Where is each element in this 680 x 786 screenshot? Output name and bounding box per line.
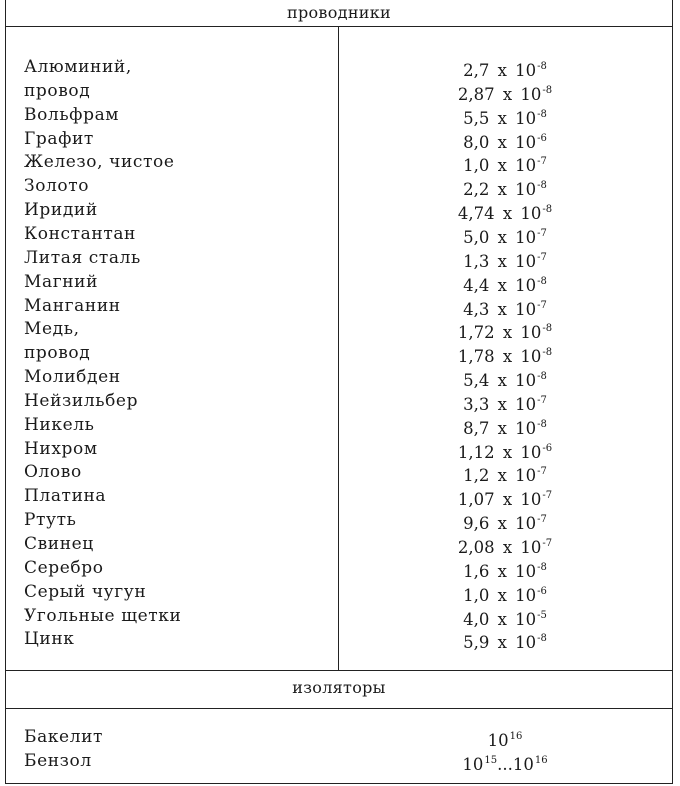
base: 10	[515, 227, 537, 247]
mantissa: 9,6	[463, 514, 490, 534]
table-row	[6, 270, 672, 294]
table-row	[6, 389, 672, 413]
base: 10	[515, 156, 537, 176]
table-row	[6, 556, 672, 580]
material-name: Серый чугун	[24, 581, 147, 602]
mantissa: 2,87	[457, 84, 495, 104]
mantissa: 4,3	[463, 299, 490, 319]
mantissa: 1,72	[457, 323, 495, 343]
material-name: провод	[24, 80, 91, 101]
material-name: Ртуть	[24, 510, 77, 531]
exponent: 15	[484, 755, 498, 766]
base: 10	[515, 251, 537, 271]
material-name: Бензол	[24, 751, 92, 771]
times-sign: x	[492, 609, 513, 629]
table-row	[6, 174, 672, 198]
table-row	[6, 484, 672, 508]
conductors-header: проводники	[286, 3, 392, 22]
times-sign: x	[492, 585, 513, 605]
material-name: Цинк	[24, 629, 75, 650]
material-name: Алюминий,	[24, 57, 132, 77]
table-row	[6, 725, 672, 749]
times-sign: x	[492, 394, 513, 414]
table-row	[6, 150, 672, 174]
mantissa: 2,2	[463, 180, 490, 200]
exponent: -6	[542, 442, 553, 454]
exponent: -7	[537, 156, 547, 168]
material-name: Графит	[24, 128, 94, 149]
mantissa: 8,0	[463, 132, 490, 152]
table-row	[6, 246, 672, 270]
material-name: Никель	[24, 414, 95, 435]
table-row	[6, 365, 672, 389]
exponent: 16	[534, 755, 548, 766]
exponent: -7	[542, 490, 553, 502]
exponent: -7	[537, 514, 547, 526]
base: 10	[462, 755, 484, 774]
times-sign: x	[492, 299, 513, 319]
mantissa: 4,4	[463, 275, 490, 295]
base: 10	[515, 514, 537, 534]
base: 10	[515, 371, 537, 391]
base: 10	[520, 84, 542, 104]
mantissa: 1,3	[463, 251, 490, 271]
material-name: Серебро	[24, 557, 104, 578]
times-sign: x	[492, 514, 513, 534]
times-sign: x	[497, 347, 518, 367]
range-separator: ...	[497, 755, 513, 774]
mantissa: 1,2	[463, 466, 490, 486]
mantissa: 4,74	[457, 204, 495, 224]
base: 10	[512, 755, 534, 774]
table-row	[6, 55, 672, 79]
base: 10	[515, 275, 537, 295]
table-row	[6, 749, 672, 773]
resistivity-value	[338, 627, 672, 655]
material-name: Олово	[24, 462, 82, 483]
base: 10	[520, 347, 542, 367]
exponent: -8	[537, 418, 547, 430]
mantissa: 8,7	[463, 418, 490, 438]
exponent: -7	[537, 394, 547, 406]
table-row	[6, 103, 672, 127]
mantissa: 5,0	[463, 227, 490, 247]
material-name: Железо, чистое	[24, 152, 175, 173]
exponent: -8	[537, 561, 547, 573]
material-name: Вольфрам	[24, 104, 120, 125]
base: 10	[520, 323, 542, 343]
mantissa: 2,7	[463, 61, 490, 80]
times-sign: x	[492, 251, 513, 271]
material-name: Угольные щетки	[24, 605, 182, 626]
material-name: Нейзильбер	[24, 390, 139, 411]
exponent: -5	[537, 609, 547, 621]
exponent: -8	[537, 275, 547, 287]
mantissa: 3,3	[463, 394, 490, 414]
material-name: Константан	[24, 223, 136, 244]
insulators-header: изоляторы	[292, 678, 386, 697]
mantissa: 1,0	[463, 156, 490, 176]
base: 10	[520, 490, 542, 510]
material-name: Молибден	[24, 367, 121, 388]
exponent: -7	[537, 251, 547, 263]
base: 10	[515, 61, 537, 80]
table-row	[6, 127, 672, 151]
mantissa: 4,0	[463, 609, 490, 629]
material-name: Медь,	[24, 319, 80, 340]
times-sign: x	[492, 61, 513, 80]
times-sign: x	[492, 227, 513, 247]
exponent: -8	[537, 633, 547, 645]
exponent: -8	[537, 371, 547, 383]
times-sign: x	[497, 84, 518, 104]
table-row	[6, 532, 672, 556]
base: 10	[515, 466, 537, 486]
material-name: Манганин	[24, 295, 121, 316]
base: 10	[515, 418, 537, 438]
times-sign: x	[492, 561, 513, 581]
table-row	[6, 198, 672, 222]
material-name: провод	[24, 343, 91, 364]
exponent: -7	[537, 299, 547, 311]
table-row	[6, 317, 672, 341]
table-row	[6, 222, 672, 246]
section-divider-top	[6, 670, 672, 671]
resistivity-table	[5, 0, 673, 784]
mantissa: 1,07	[457, 490, 495, 510]
times-sign: x	[492, 275, 513, 295]
base: 10	[515, 394, 537, 414]
base: 10	[515, 180, 537, 200]
exponent: -8	[542, 84, 553, 96]
table-row	[6, 413, 672, 437]
table-row	[6, 508, 672, 532]
exponent: -6	[537, 132, 547, 144]
times-sign: x	[492, 180, 513, 200]
resistivity-value	[338, 749, 672, 777]
mantissa: 2,08	[457, 538, 495, 557]
mantissa: 1,12	[457, 442, 495, 462]
base: 10	[515, 609, 537, 629]
base: 10	[515, 108, 537, 128]
times-sign: x	[492, 132, 513, 152]
times-sign: x	[497, 323, 518, 343]
exponent: -8	[542, 204, 553, 216]
material-name: Платина	[24, 486, 107, 507]
mantissa: 1,78	[457, 347, 495, 367]
times-sign: x	[492, 156, 513, 176]
table-row	[6, 627, 672, 651]
table-row	[6, 294, 672, 318]
table-row	[6, 604, 672, 628]
material-name: Иридий	[24, 200, 98, 221]
times-sign: x	[497, 442, 518, 462]
times-sign: x	[492, 466, 513, 486]
exponent: -8	[542, 323, 553, 335]
times-sign: x	[497, 538, 518, 557]
times-sign: x	[492, 633, 513, 653]
exponent: 16	[509, 731, 523, 742]
material-name: Литая сталь	[24, 247, 141, 268]
base: 10	[520, 442, 542, 462]
exponent: -7	[537, 466, 547, 478]
base: 10	[520, 538, 542, 557]
mantissa: 5,9	[463, 633, 490, 653]
base: 10	[487, 731, 509, 750]
exponent: -6	[537, 585, 547, 597]
base: 10	[515, 585, 537, 605]
table-row	[6, 341, 672, 365]
material-name: Золото	[24, 176, 90, 197]
base: 10	[515, 561, 537, 581]
section-divider-bottom	[6, 708, 672, 709]
table-row	[6, 79, 672, 103]
material-name: Бакелит	[24, 727, 104, 747]
exponent: -8	[537, 108, 547, 120]
times-sign: x	[492, 371, 513, 391]
mantissa: 1,0	[463, 585, 490, 605]
table-row	[6, 460, 672, 484]
base: 10	[515, 633, 537, 653]
material-name: Магний	[24, 271, 99, 292]
exponent: -8	[537, 61, 547, 72]
header-divider	[6, 26, 672, 27]
table-row	[6, 437, 672, 461]
base: 10	[515, 132, 537, 152]
base: 10	[520, 204, 542, 224]
exponent: -8	[537, 180, 547, 192]
material-name: Нихром	[24, 438, 98, 459]
mantissa: 5,4	[463, 371, 490, 391]
times-sign: x	[492, 108, 513, 128]
mantissa: 1,6	[463, 561, 490, 581]
times-sign: x	[492, 418, 513, 438]
exponent: -8	[542, 347, 553, 359]
table-row	[6, 580, 672, 604]
exponent: -7	[537, 227, 547, 239]
exponent: -7	[542, 538, 553, 549]
times-sign: x	[497, 204, 518, 224]
times-sign: x	[497, 490, 518, 510]
base: 10	[515, 299, 537, 319]
mantissa: 5,5	[463, 108, 490, 128]
material-name: Свинец	[24, 534, 94, 554]
